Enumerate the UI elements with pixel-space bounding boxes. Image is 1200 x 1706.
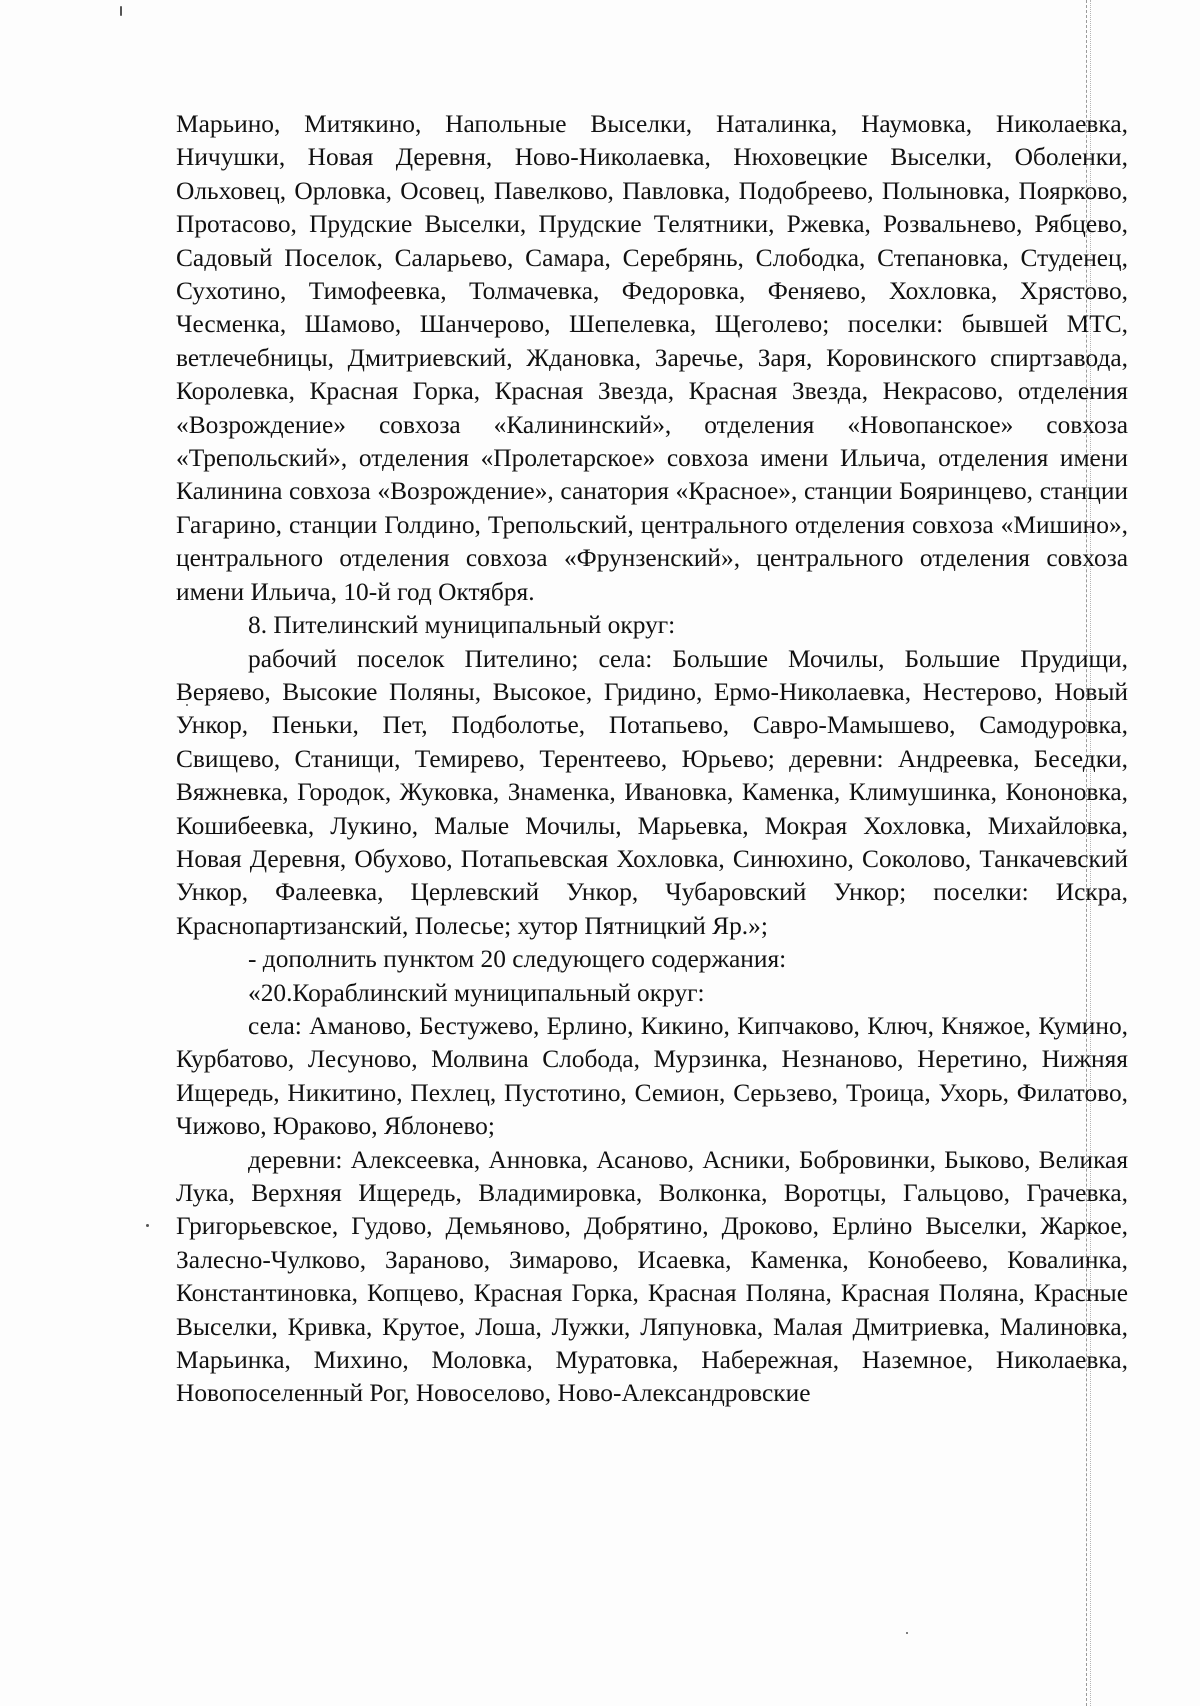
document-body [176, 108, 1128, 1411]
paragraph-pitelinsky-settlements: рабочий поселок Пителино; села: Большие Мочилы, Большие Прудищи, Веряево, Высокие Поляны, Высокое, Гридино, Ермо-Николаевка, Нестерово, Новый Ункор, Пеньки, Пет, Подболотье, Потапьево, Савро-Мамышево, Самодуровка, Свищево, Станищи, Темирево, Терентеево, Юрьево; деревни: Андреевка, Беседки, Вяжневка, Городок, Жуковка, Знаменка, Ивановка, Каменка, Климушинка, Кононовка, Кошибеевка, Лукино, Малые Мочилы, Марьевка, Мокрая Хохловка, Михайловка, Новая Деревня, Обухово, Потапьевская Хохловка, Синюхино, Соколово, Танкачевский Ункор, Фалеевка, Церлевский Ункор, Чубаровский Ункор; поселки: Искра, Краснопартизанский, Полесье; хутор Пятницкий Яр.»; [176, 644, 1128, 940]
scan-speck [120, 6, 122, 16]
heading-korablinsky-okrug: «20.Кораблинский муниципальный округ: [248, 978, 705, 1007]
paragraph-korablinsky-hamlets: деревни: Алексеевка, Анновка, Асаново, Асники, Бобровинки, Быково, Великая Лука, Верхняя Ищередь, Владимировка, Волконка, Воротцы, Гальцово, Грачевка, Григорьевское, Гудово, Демьяново, Добрятино, Дроково, Ерлино Выселки, Жаркое, Залесно-Чулково, Зараново, Зимарово, Исаевка, Каменка, Конобеево, Ковалинка, Константиновка, Копцево, Красная Горка, Красная Поляна, Красная Поляна, Красные Выселки, Кривка, Крутое, Лоша, Лужки, Ляпуновка, Малая Дмитриевка, Малиновка, Марьинка, Михино, Моловка, Муратовка, Набережная, Наземное, Николаевка, Новопоселенный Рог, Новоселово, Ново-Александровские [176, 1145, 1128, 1408]
paragraph-korablinsky-villages: села: Аманово, Бестужево, Ерлино, Кикино, Кипчаково, Ключ, Княжое, Кумино, Курбатово, Лесуново, Молвина Слобода, Мурзинка, Незнаново, Неретино, Нижняя Ищередь, Никитино, Пехлец, Пустотино, Семион, Серьзево, Троица, Ухорь, Филатово, Чижово, Юраково, Яблонево; [176, 1011, 1128, 1141]
heading-pitelinsky-okrug: 8. Пителинский муниципальный округ: [248, 611, 676, 640]
paragraph-amendment-note: - дополнить пунктом 20 следующего содержания: [248, 945, 787, 974]
paragraph-settlements-continued: Марьино, Митякино, Напольные Выселки, Наталинка, Наумовка, Николаевка, Ничушки, Новая Деревня, Ново-Николаевка, Нюховецкие Выселки, Оболенки, Ольховец, Орловка, Осовец, Павелково, Павловка, Подобреево, Полыновка, Поярково, Протасово, Прудские Выселки, Прудские Телятники, Ржевка, Розвальнево, Рябцево, Садовый Поселок, Саларьево, Самара, Серебрянь, Слободка, Степановка, Студенец, Сухотино, Тимофеевка, Толмачевка, Федоровка, Феняево, Хохловка, Хрястово, Чесменка, Шамово, Шанчерово, Шепелевка, Щеголево; поселки: бывшей МТС, ветлечебницы, Дмитриевский, Ждановка, Заречье, Заря, Коровинского спиртзавода, Королевка, Красная Горка, Красная Звезда, Красная Звезда, Некрасово, отделения «Возрождение» совхоза «Калининский», отделения «Новопанское» совхоза «Трепольский», отделения «Пролетарское» совхоза имени Ильича, отделения имени Калинина совхоза «Возрождение», санатория «Красное», станции Бояринцево, станции Гагарино, станции Голдино, Трепольский, центрального отделения совхоза «Мишино», центрального отделения совхоза «Фрунзенский», центрального отделения совхоза имени Ильича, 10-й год Октября. [176, 110, 1128, 606]
scan-speck [906, 1632, 908, 1634]
scan-speck [146, 1224, 149, 1227]
